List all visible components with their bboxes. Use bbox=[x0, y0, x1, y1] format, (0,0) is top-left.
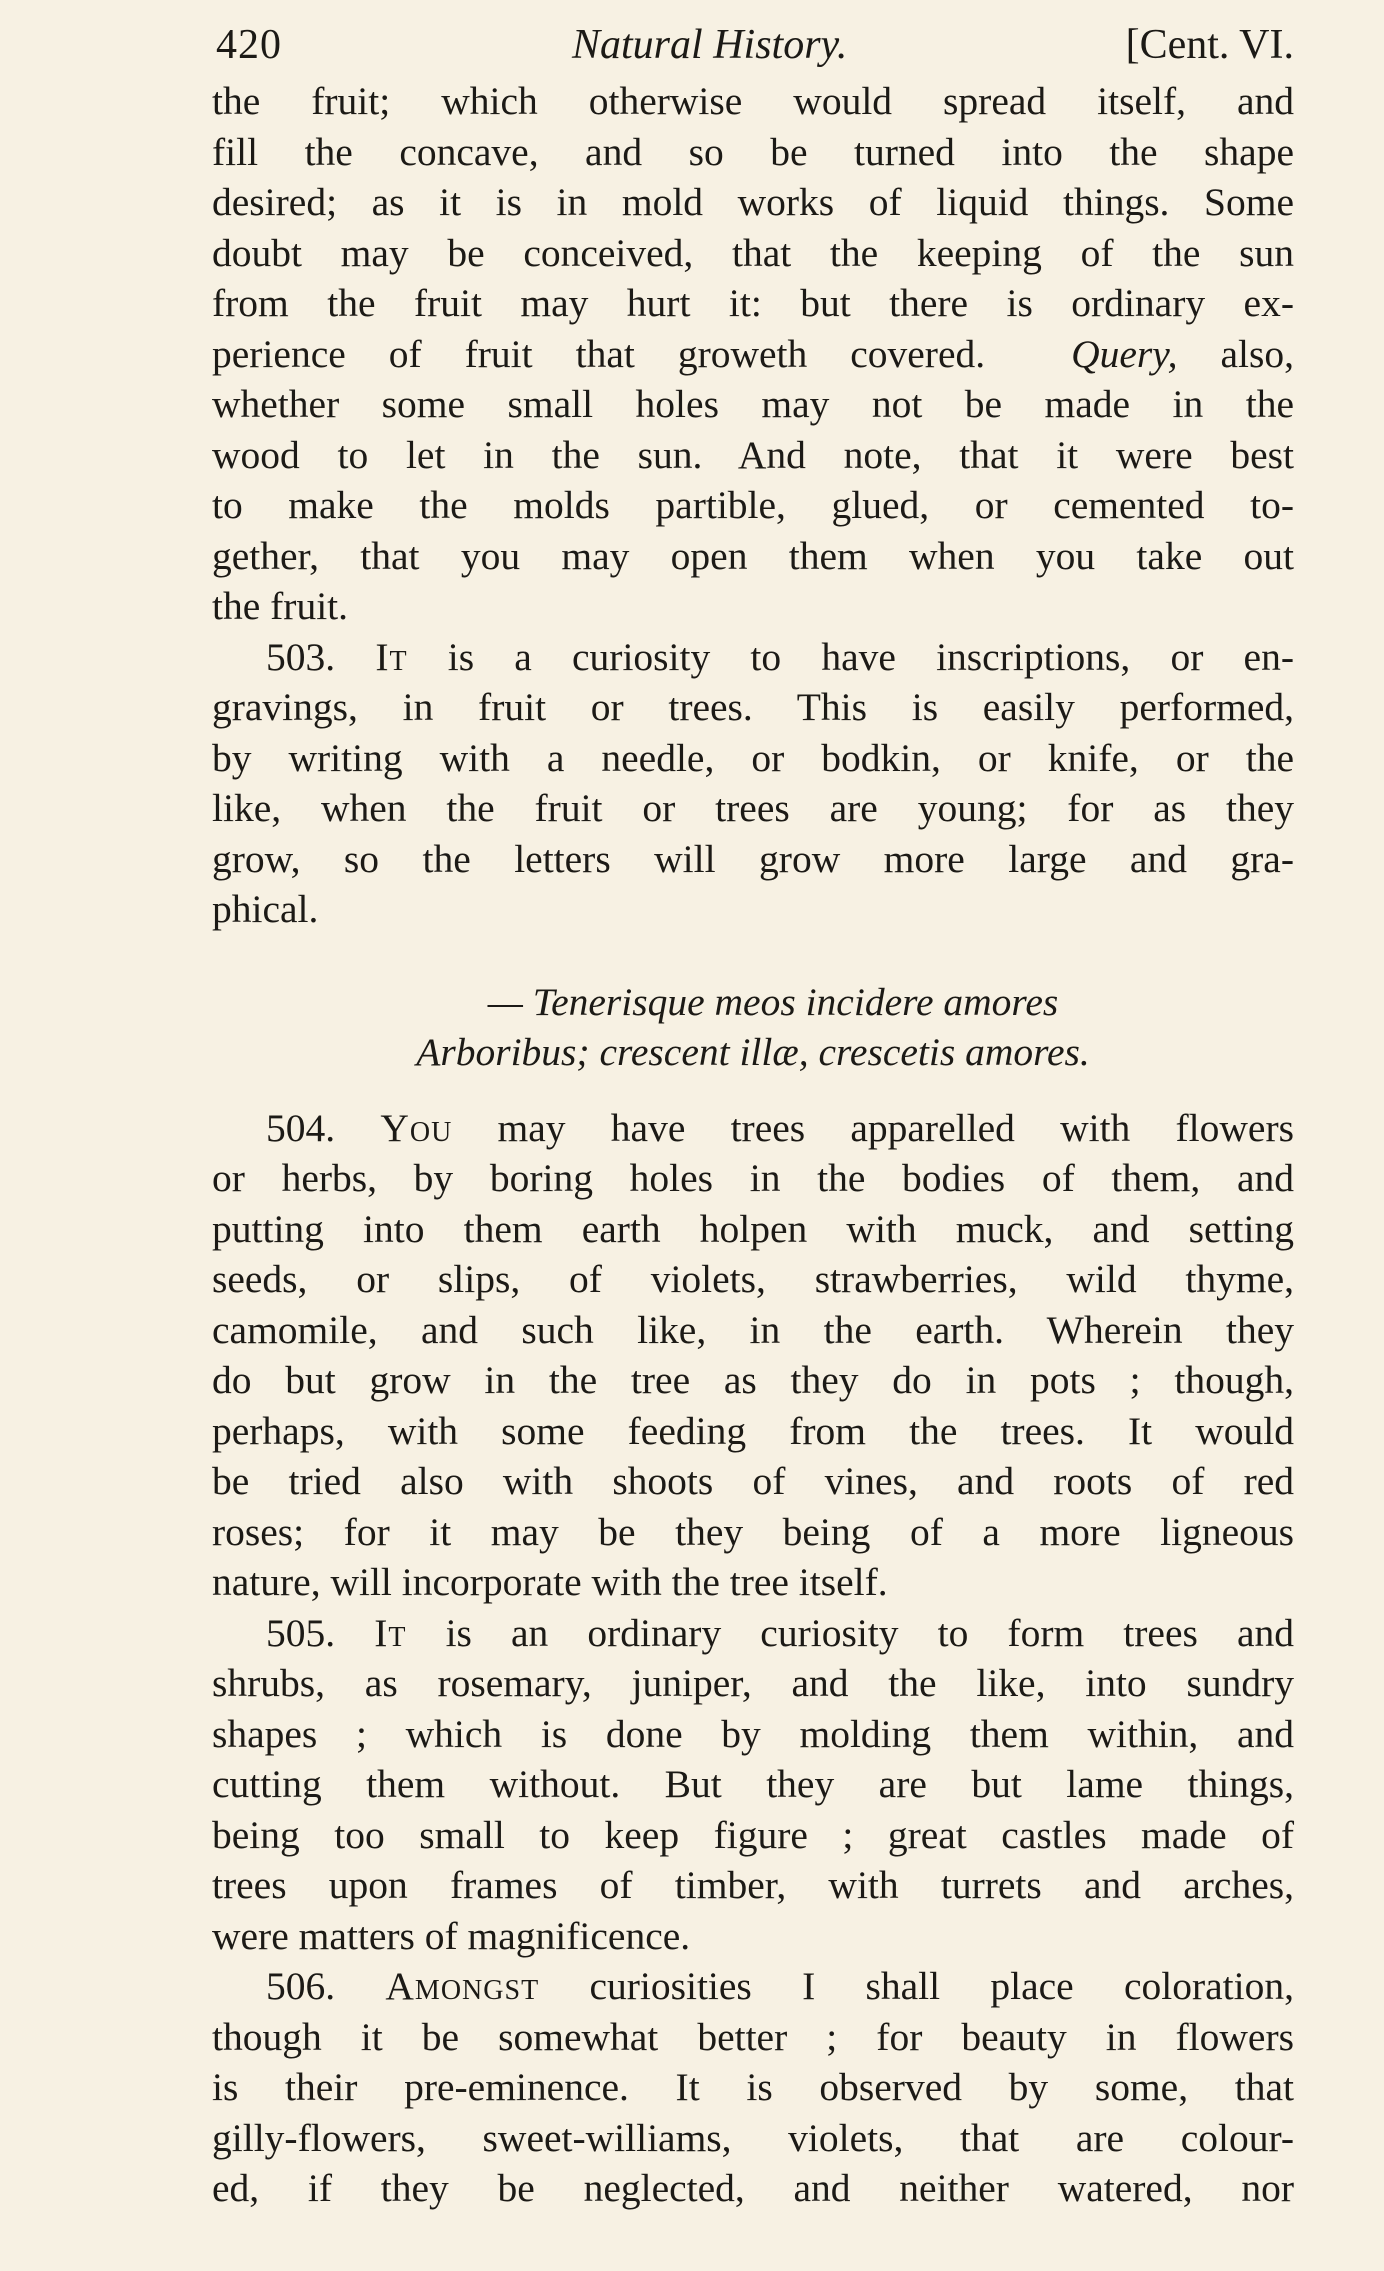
text-line-first bbox=[212, 1103, 1294, 1154]
text-line: or herbs, by boring holes in the bodies of them, and bbox=[212, 1156, 1294, 1200]
lead-word: It bbox=[374, 1610, 407, 1655]
century-marker: [Cent. VI. bbox=[1125, 22, 1294, 68]
text-line: from the fruit may hurt it: but there is ordinary ex- bbox=[212, 281, 1294, 325]
text-line-with-query bbox=[212, 329, 1294, 380]
book-page bbox=[212, 14, 1294, 2214]
text-line: gether, that you may open them when you take out bbox=[212, 533, 1294, 578]
line-text: curiosities I shall place coloration, bbox=[539, 1964, 1295, 2008]
paragraph-number: 504. bbox=[266, 1105, 336, 1150]
lead-word: It bbox=[375, 634, 408, 679]
line-text: is a curiosity to have inscriptions, or en- bbox=[407, 634, 1294, 679]
text-line: perhaps, with some feeding from the trees. It would bbox=[212, 1408, 1294, 1453]
text-line: be tried also with shoots of vines, and roots of red bbox=[212, 1459, 1294, 1503]
text-line: doubt may be conceived, that the keeping of the sun bbox=[212, 230, 1294, 275]
lead-word: Amongst bbox=[385, 1964, 540, 2008]
text-line: were matters of magnificence. bbox=[212, 1913, 691, 1958]
text-line: wood to let in the sun. And note, that it were best bbox=[212, 432, 1294, 477]
paragraph-502-continued bbox=[212, 76, 1294, 632]
text-line: the fruit; which otherwise would spread itself, and bbox=[212, 79, 1294, 123]
paragraph-505 bbox=[212, 1608, 1294, 1962]
paragraph-number: 505. bbox=[266, 1610, 336, 1655]
verse-line-2: Arboribus; crescent illæ, crescetis amores. bbox=[416, 1029, 1090, 1074]
text-line-first bbox=[212, 1961, 1294, 2012]
text-line: to make the molds partible, glued, or cemented to- bbox=[212, 483, 1294, 527]
paragraph-504 bbox=[212, 1103, 1294, 1608]
text-line: grow, so the letters will grow more large and gra- bbox=[212, 836, 1294, 881]
text-line: though it be somewhat better ; for beauty in flowers bbox=[212, 2014, 1294, 2059]
page-number: 420 bbox=[216, 22, 282, 68]
line-text: perience of fruit that groweth covered. bbox=[212, 331, 986, 376]
paragraph-number: 506. bbox=[266, 1964, 336, 2008]
verse-line-1: — Tenerisque meos incidere amores bbox=[487, 979, 1059, 1024]
text-line: do but grow in the tree as they do in pots ; though, bbox=[212, 1358, 1294, 1402]
text-line: like, when the fruit or trees are young; for as they bbox=[212, 786, 1294, 830]
query-word: Query, bbox=[1071, 331, 1178, 376]
lead-word: You bbox=[380, 1105, 453, 1150]
text-line: cutting them without. But they are but lame things, bbox=[212, 1762, 1294, 1806]
running-head bbox=[212, 14, 1294, 76]
paragraph-506 bbox=[212, 1961, 1294, 2214]
text-line: camomile, and such like, in the earth. Wherein they bbox=[212, 1307, 1294, 1352]
text-line: by writing with a needle, or bodkin, or knife, or the bbox=[212, 735, 1294, 780]
text-line: being too small to keep figure ; great castles made of bbox=[212, 1812, 1294, 1857]
text-line: whether some small holes may not be made in the bbox=[212, 382, 1294, 426]
paragraph-number: 503. bbox=[266, 634, 336, 679]
line-text: is an ordinary curiosity to form trees and bbox=[406, 1610, 1294, 1655]
text-line: putting into them earth holpen with muck, and setting bbox=[212, 1206, 1294, 1251]
text-line: seeds, or slips, of violets, strawberries, wild thyme, bbox=[212, 1257, 1294, 1301]
text-line: shrubs, as rosemary, juniper, and the like, into sundry bbox=[212, 1661, 1294, 1705]
text-line: shapes ; which is done by molding them within, and bbox=[212, 1711, 1294, 1756]
text-line: desired; as it is in mold works of liquid things. Some bbox=[212, 180, 1294, 224]
line-text: may have trees apparelled with flowers bbox=[452, 1105, 1294, 1150]
text-line: nature, will incorporate with the tree itself. bbox=[212, 1560, 888, 1604]
text-line: is their pre-eminence. It is observed by some, that bbox=[212, 2065, 1294, 2109]
text-line: ed, if they be neglected, and neither watered, nor bbox=[212, 2166, 1294, 2210]
text-line: trees upon frames of timber, with turrets and arches, bbox=[212, 1863, 1294, 1907]
text-line: the fruit. bbox=[212, 584, 349, 628]
query-tail: also, bbox=[1177, 331, 1294, 376]
paragraph-503 bbox=[212, 632, 1294, 935]
text-line: phical. bbox=[212, 887, 319, 931]
text-line-first bbox=[212, 632, 1294, 683]
verse-quotation bbox=[212, 977, 1294, 1077]
running-title: Natural History. bbox=[572, 22, 848, 68]
text-line: gravings, in fruit or trees. This is easily performed, bbox=[212, 685, 1294, 729]
text-line: fill the concave, and so be turned into the shape bbox=[212, 129, 1294, 174]
text-line: gilly-flowers, sweet-williams, violets, that are colour- bbox=[212, 2115, 1294, 2160]
text-line: roses; for it may be they being of a more ligneous bbox=[212, 1509, 1294, 1554]
text-line-first bbox=[212, 1608, 1294, 1659]
